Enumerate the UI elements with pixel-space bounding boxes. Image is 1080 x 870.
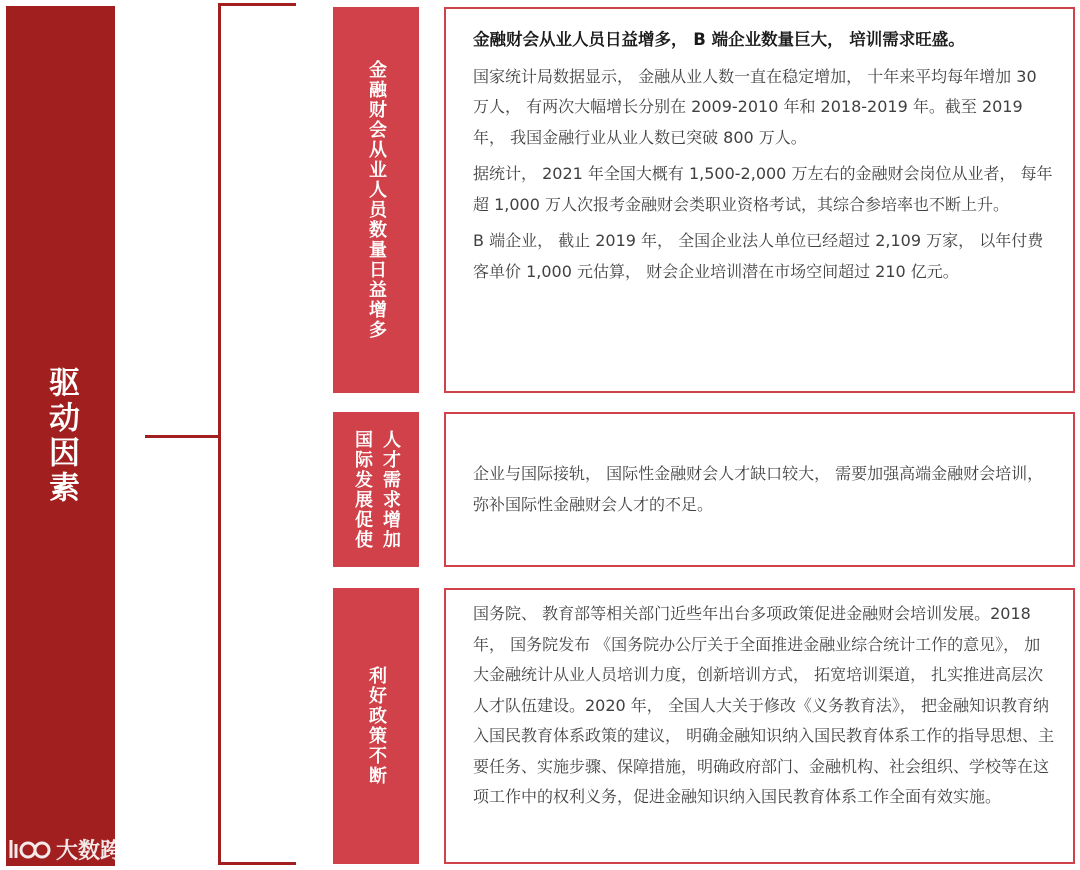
factor-content-3 — [444, 588, 1075, 864]
bracket-top — [218, 3, 296, 6]
main-title: 驱动因素 — [43, 366, 79, 506]
factor-paragraph: 企业与国际接轨， 国际性金融财会人才缺口较大， 需要加强高端金融财会培训，弥补国际性金融财会人才的不足。 — [473, 464, 1044, 514]
bracket-bottom — [218, 862, 296, 865]
factor-label-1 — [333, 7, 419, 393]
factor-label-2 — [333, 412, 419, 567]
factor-label-text: 利好政策不断 — [366, 666, 387, 786]
factor-paragraph: 据统计， 2021 年全国大概有 1,500-2,000 万左右的金融财会岗位从业者， 每年超 1,000 万人次报考金融财会类职业资格考试，其综合参培率也不断上升。 — [473, 164, 1053, 214]
connector-stem — [145, 435, 221, 438]
factor-paragraph: 国家统计局数据显示， 金融从业人数一直在稳定增加， 十年来平均每年增加 30 万人， 有两次大幅增长分别在 2009-2010 年和 2018-2019 年。截至 2019 年， 我国金融行业从业人数已突破 800 万人。 — [473, 66, 1037, 147]
factor-label-text: 人才需求增加国际发展促使 — [352, 429, 401, 550]
watermark-logo-icon — [8, 836, 52, 862]
factor-label-text: 金融财会从业人员数量日益增多 — [366, 60, 387, 340]
watermark-text: 大数跨境 — [56, 838, 145, 864]
factor-paragraph: 国务院、 教育部等相关部门近些年出台多项政策促进金融财会培训发展。2018 年， 国务院发布 《国务院办公厅关于全面推进金融业综合统计工作的意见》， 加大金融统计从业人员培训力度，创新培训方式， 拓宽培训渠道， 扎实推进高层次人才队伍建设。2020 年， 全国人大关于修改《义务教育法》， 把金融知识教育纳入国民教育体系政策的建议， 明确金融知识纳入国民教育体系工作的指导思想、主要任务、实施步骤、保障措施，明确政府部门、金融机构、社会组织、学校等在这项工作中的权利义务，促进金融知识纳入国民教育体系工作全面有效实施。 — [473, 604, 1055, 806]
bracket-vertical — [218, 3, 221, 865]
factor-label-3 — [333, 588, 419, 864]
factor-content-2 — [444, 412, 1075, 567]
factor-content-1 — [444, 7, 1075, 393]
watermark — [8, 835, 144, 863]
main-category-block — [6, 6, 115, 866]
factor-paragraph: B 端企业， 截止 2019 年， 全国企业法人单位已经超过 2,109 万家， 以年付费客单价 1,000 元估算， 财会企业培训潜在市场空间超过 210 亿元。 — [473, 231, 1044, 281]
factor-lead-text: 金融财会从业人员日益增多， B 端企业数量巨大， 培训需求旺盛。 — [473, 30, 965, 49]
